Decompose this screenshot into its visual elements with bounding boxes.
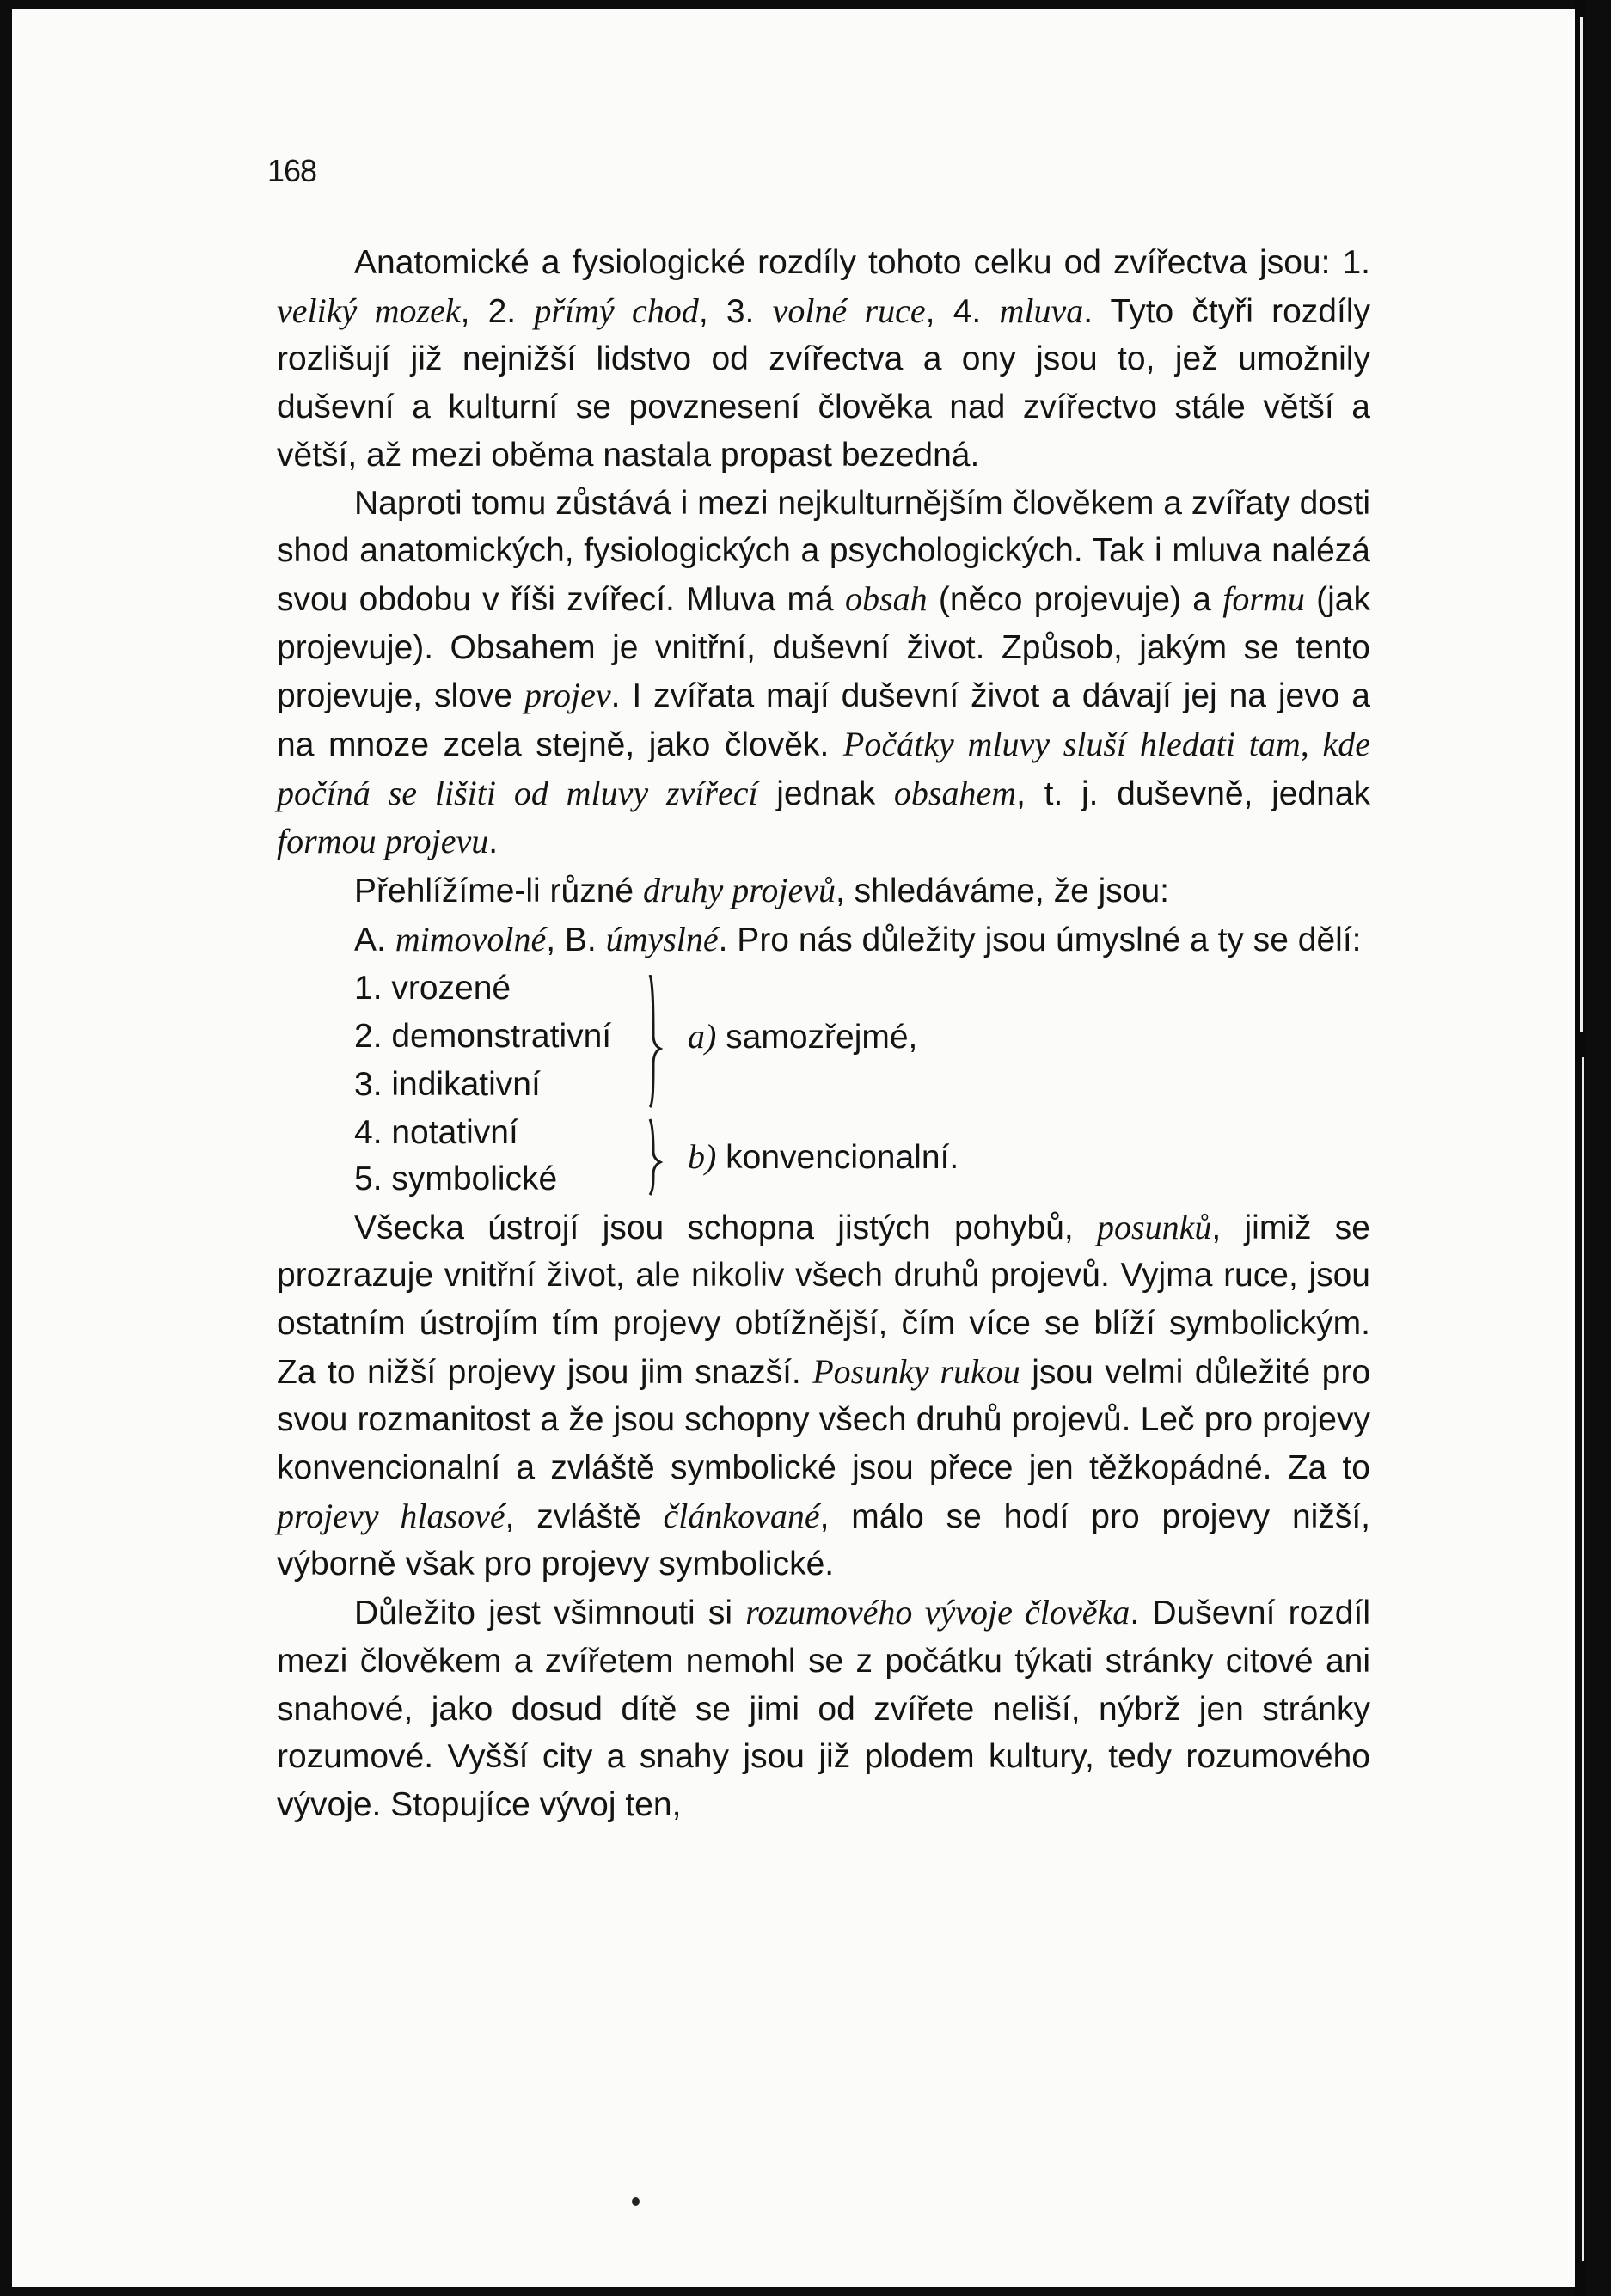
text-run: , zvláště bbox=[505, 1497, 664, 1535]
text-run: A. bbox=[354, 921, 395, 958]
paragraph-5 bbox=[277, 1203, 1370, 1589]
scan-edge-line bbox=[1580, 17, 1583, 1032]
group-a-letter: a) bbox=[688, 1016, 717, 1056]
group-a-label: samozřejmé, bbox=[726, 1018, 918, 1056]
emphasis-text: obsah bbox=[845, 579, 928, 618]
text-run: , t. j. duševně, jednak bbox=[1016, 775, 1370, 812]
text-run: . I zvířata mají duševní život a dávají jej na jevo a na mnoze zcela stejně, jako člověk. bbox=[277, 677, 1370, 764]
list-item: 4. notativní bbox=[354, 1113, 518, 1151]
list-item: 5. symbolické bbox=[354, 1160, 558, 1197]
text-run: jsou velmi důležité pro svou rozmanitost a že jsou schopny všech druhů projevů. Leč pro projevy konvencionalní a zvláště symbolické jsou přece jen těžkopádné. Za to bbox=[277, 1353, 1371, 1487]
text-run: , shledáváme, že jsou: bbox=[835, 872, 1170, 910]
group-b bbox=[688, 1133, 959, 1182]
emphasis-text: projev bbox=[524, 676, 611, 715]
group-b-label: konvencionalní. bbox=[726, 1138, 959, 1176]
paragraph-4 bbox=[277, 915, 1370, 964]
emphasis-text: druhy projevů bbox=[642, 871, 836, 910]
text-run: Důležito jest všimnouti si bbox=[354, 1595, 746, 1632]
emphasis-text: formou projevu bbox=[277, 822, 489, 861]
text-run: , málo se hodí pro projevy nižší, výborně však pro projevy symbolické. bbox=[277, 1497, 1370, 1583]
text-run: , jimiž se prozrazuje vnitřní život, ale nikoliv všech druhů projevů. Vyjma ruce, jsou ostatním ústrojím tím projevy obtížnější, čím více se blíží symbolickým. Za to nižší projevy jsou jim snazší. bbox=[277, 1209, 1370, 1391]
emphasis-text: veliký mozek bbox=[277, 291, 461, 330]
text-run: . Duševní rozdíl mezi člověkem a zvířetem nemohl se z počátku týkati stránky citové ani snahové, jako dosud dítě se jimi od zvířete neliší, nýbrž jen stránky rozumové. Vyšší city a snahy jsou již plodem kultury, tedy rozumového vývoje. Stopujíce vývoj ten, bbox=[277, 1595, 1370, 1823]
emphasis-text: Posunky rukou bbox=[812, 1351, 1020, 1391]
body-text bbox=[277, 239, 1370, 1829]
emphasis-text: mimovolné bbox=[395, 919, 547, 958]
paragraph-2 bbox=[277, 480, 1370, 867]
emphasis-text: přímý chod bbox=[534, 291, 699, 330]
text-run: jednak bbox=[757, 775, 894, 812]
group-a bbox=[688, 1013, 917, 1062]
text-run: (něco projevuje) a bbox=[927, 580, 1223, 618]
paragraph-6 bbox=[277, 1589, 1370, 1829]
emphasis-text: úmyslné bbox=[605, 919, 719, 958]
text-run: (jak projevuje). Obsahem je vnitřní, duševní život. Způsob, jakým se tento projevuje, slove bbox=[277, 580, 1371, 715]
emphasis-text: posunků bbox=[1097, 1207, 1212, 1246]
text-run: . bbox=[488, 823, 499, 861]
paragraph-3 bbox=[277, 866, 1370, 915]
text-run: . Tyto čtyři rozdíly rozlišují již nejnižší lidstvo od zvířectva a ony jsou to, jež umožnily duševní a kulturní se povznesení člověka nad zvířectvo stále větší a větší, až mezi oběma nastala propast bezedná. bbox=[277, 292, 1370, 474]
scan-edge-line bbox=[1582, 1057, 1584, 2261]
stray-mark bbox=[632, 2197, 640, 2206]
text-run: . Pro nás důležity jsou úmyslné a ty se dělí: bbox=[718, 921, 1362, 958]
group-b-letter: b) bbox=[688, 1136, 717, 1176]
text-run: Anatomické a fysiologické rozdíly tohoto celku od zvířectva jsou: 1. bbox=[354, 244, 1370, 281]
text-run: , 4. bbox=[925, 292, 1000, 330]
list-item: 3. indikativní bbox=[354, 1065, 541, 1103]
emphasis-text: obsahem bbox=[893, 773, 1017, 812]
brace-icon bbox=[646, 975, 672, 1198]
emphasis-text: článkované bbox=[663, 1496, 820, 1535]
list-item: 2. demonstrativní bbox=[354, 1017, 612, 1055]
text-run: Naproti tomu zůstává i mezi nejkulturnějším člověkem a zvířaty dosti shod anatomických, fysiologických a psychologických. Tak i mluva nalézá svou obdobu v říši zvířecí. Mluva má bbox=[277, 484, 1370, 618]
emphasis-text: formu bbox=[1222, 579, 1305, 618]
text-run: Všecka ústrojí jsou schopna jistých pohybů, bbox=[354, 1209, 1098, 1246]
projev-classification-list bbox=[277, 964, 1370, 1203]
text-run: , 2. bbox=[460, 292, 535, 330]
paragraph-1 bbox=[277, 239, 1370, 480]
emphasis-text: Počátky mluvy sluší hledati tam, kde počíná se lišiti od mluvy zvířecí bbox=[277, 725, 1370, 812]
emphasis-text: volné ruce bbox=[772, 291, 926, 330]
list-item: 1. vrozené bbox=[354, 969, 511, 1007]
emphasis-text: rozumového vývoje člověka bbox=[745, 1593, 1130, 1632]
text-run: , B. bbox=[546, 921, 606, 958]
emphasis-text: projevy hlasové bbox=[277, 1496, 505, 1535]
page-number: 168 bbox=[267, 153, 317, 188]
text-run: Přehlížíme-li různé bbox=[354, 872, 643, 910]
text-run: , 3. bbox=[698, 292, 773, 330]
emphasis-text: mluva bbox=[999, 291, 1084, 330]
